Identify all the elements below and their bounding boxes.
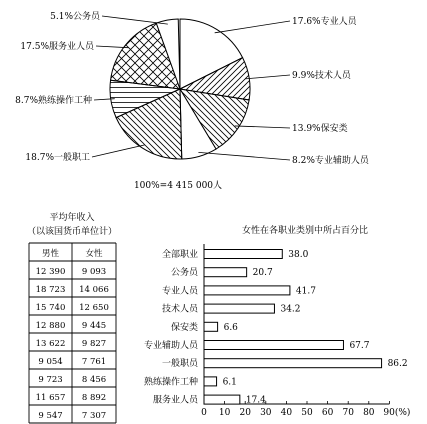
table-cell: 14 066 xyxy=(79,285,109,295)
table-cell: 18 723 xyxy=(35,285,66,295)
pie-slice-label: 13.9%保安类 xyxy=(292,124,348,134)
x-tick-label: 10 xyxy=(218,408,231,418)
x-tick-label: 70 xyxy=(342,408,354,418)
bar-value-label: 6.1 xyxy=(222,377,237,388)
table-cell: 13 622 xyxy=(35,339,66,349)
pie-slice-label: 5.1%公务员 xyxy=(50,12,100,22)
pie-chart xyxy=(15,10,370,166)
bar-value-label: 34.2 xyxy=(280,304,301,315)
bar-category-label: 保安类 xyxy=(170,322,198,333)
bar-category-label: 技术人员 xyxy=(161,304,198,315)
bar-value-label: 6.6 xyxy=(223,322,238,333)
pie-slice-label: 8.2%专业辅助人员 xyxy=(292,156,369,166)
pie-slice-label: 8.7%熟练操作工种 xyxy=(15,96,92,106)
bar xyxy=(204,286,290,295)
table-header: 男性 xyxy=(41,249,60,259)
bar xyxy=(204,377,217,386)
bar-value-label: 67.7 xyxy=(349,341,370,351)
bar xyxy=(204,341,343,350)
table-cell: 15 740 xyxy=(35,303,66,313)
table-title: 平均年收入 xyxy=(49,213,95,223)
bar xyxy=(204,250,282,259)
table-cell: 12 390 xyxy=(35,267,66,277)
table-cell: 12 880 xyxy=(35,321,66,331)
bar xyxy=(204,395,240,404)
table-cell: 9 827 xyxy=(81,339,107,349)
table-cell: 7 307 xyxy=(81,411,107,421)
table-cell: 9 445 xyxy=(81,321,107,331)
pie-leader-line xyxy=(92,145,145,157)
bar-category-label: 服务业人员 xyxy=(152,395,198,406)
bar-value-label: 20.7 xyxy=(252,268,273,279)
bar-chart xyxy=(144,224,410,418)
x-tick-label: 30 xyxy=(260,408,272,418)
pie-leader-line xyxy=(245,75,290,79)
table-cell: 9 054 xyxy=(38,357,63,367)
bar-value-label: 38.0 xyxy=(288,250,309,260)
bar-value-label: 17.4 xyxy=(245,395,266,406)
table-cell: 9 723 xyxy=(38,375,63,385)
bar-category-label: 熟练操作工种 xyxy=(143,377,198,388)
bar xyxy=(204,359,382,368)
bar xyxy=(204,322,218,331)
table-cell: 9 093 xyxy=(81,267,107,277)
bar-category-label: 一般职员 xyxy=(161,359,198,370)
pie-slice-label: 9.9%技术人员 xyxy=(292,71,351,81)
x-tick-label: 50 xyxy=(301,408,313,418)
x-tick-label: 40 xyxy=(280,408,293,418)
pie-total-label: 100%=4 415 000人 xyxy=(133,181,223,191)
x-tick-label: 0 xyxy=(201,408,207,418)
table-cell: 8 456 xyxy=(81,375,107,385)
x-tick-label: 20 xyxy=(239,408,251,418)
pie-slice-label: 17.6%专业人员 xyxy=(292,17,357,27)
x-tick-label: 60 xyxy=(321,408,334,418)
bar-category-label: 全部职业 xyxy=(161,250,198,260)
bar-chart-title: 女性在各职业类别中所占百分比 xyxy=(241,226,369,236)
table-subtitle: （以该国货币单位计） xyxy=(26,227,118,237)
pie-slice-label: 17.5%服务业人员 xyxy=(20,42,94,52)
bar xyxy=(204,268,247,277)
bar-category-label: 专业辅助人员 xyxy=(143,341,198,351)
pie-leader-line xyxy=(235,126,290,128)
table-cell: 7 761 xyxy=(81,357,107,367)
table-cell: 12 650 xyxy=(79,303,109,313)
bar-value-label: 86.2 xyxy=(387,359,408,370)
table-cell: 9 547 xyxy=(38,411,63,421)
pie-leader-line xyxy=(198,152,290,160)
table-cell: 11 657 xyxy=(35,393,66,403)
bar-category-label: 专业人员 xyxy=(161,286,198,297)
x-tick-label: 90(%) xyxy=(383,408,411,418)
pie-slice-label: 18.7%一般职工 xyxy=(25,153,90,163)
table-cell: 8 892 xyxy=(81,393,107,403)
bar-value-label: 41.7 xyxy=(295,286,316,297)
pie-leader-line xyxy=(215,21,290,33)
bar xyxy=(204,304,274,313)
x-tick-label: 80 xyxy=(363,408,375,418)
table-header: 女性 xyxy=(85,249,103,259)
income-table xyxy=(27,211,117,423)
pie-leader-line xyxy=(102,16,168,24)
bar-category-label: 公务员 xyxy=(170,268,198,279)
